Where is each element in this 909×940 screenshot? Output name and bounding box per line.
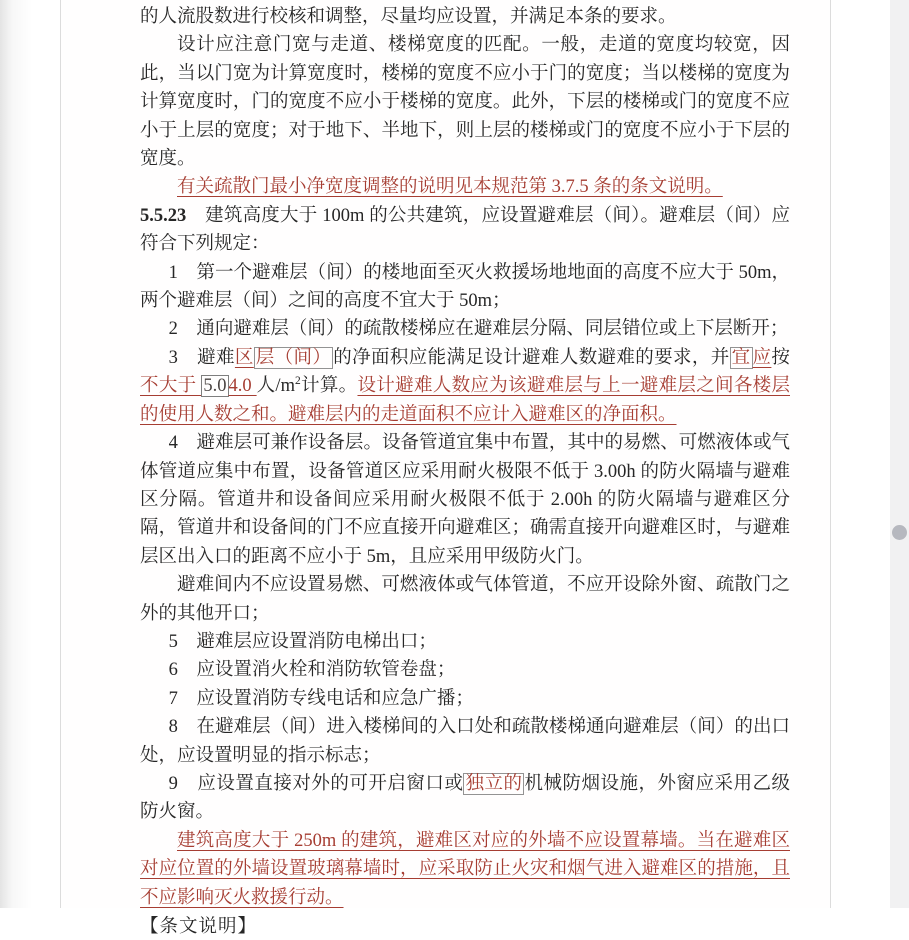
text-segment: 9 应设置直接对外的可开启窗口或 [168, 773, 464, 794]
superscript: 2 [294, 375, 301, 388]
paragraph-door-width-matching [140, 31, 790, 173]
text-segment: 避难间内不应设置易燃、可燃液体或气体管道，不应开设除外窗、疏散门之外的其他开口； [140, 575, 790, 624]
text-segment: 2 通向避难层（间）的疏散楼梯应在避难层分隔、同层错位或上下层断开； [168, 319, 789, 340]
text-segment: 机械防烟设施，外窗应采用乙级防火窗。 [140, 773, 790, 823]
item-8 [140, 713, 790, 770]
text-segment: 7 应设置消防专线电话和应急广播； [168, 688, 474, 709]
item-2 [140, 315, 790, 343]
document-body [140, 3, 790, 940]
commentary-heading [140, 912, 790, 940]
text-segment: 4 避难层可兼作设备层。设备管道宜集中布置，其中的易燃、可燃液体或气体管道应集中布置，设备管道区应采用耐火极限不低于 3.00h 的防火隔墙与避难区分隔。管道井和设备间应采用耐火极限不低于 2.00h 的防火隔墙与避难区分隔，管道井和设备间的门不应直接开向避难区；确需直接开向避难区时，与避难层区出入口的距离不应小于 5m，且应采用甲级防火门。 [140, 433, 790, 567]
item-6 [140, 656, 790, 684]
inserted-text: 不大于 [140, 376, 202, 397]
inserted-text: 4.0 [228, 376, 257, 397]
deleted-text-box: 宜 [731, 347, 751, 368]
item-4-continuation [140, 571, 790, 628]
text-segment: 6 应设置消火栓和消防软管卷盘； [168, 660, 456, 681]
scrollbar-thumb[interactable] [892, 525, 907, 540]
revision-note [140, 173, 790, 201]
text-segment: 建筑高度大于 100m 的公共建筑，应设置避难层（间）。避难层（间）应符合下列规定： [140, 205, 790, 255]
document-page [60, 0, 831, 936]
text-segment: 8 在避难层（间）进入楼梯间的入口处和疏散楼梯通向避难层（间）的出口处，应设置明显的指示标志； [140, 717, 790, 766]
inserted-text: 建筑高度大于 250m 的建筑，避难区对应的外墙不应设置幕墙。当在避难区对应位置的外墙设置玻璃幕墙时，应采取防止火灾和烟气进入避难区的措施，且不应影响灭火救援行动。 [140, 830, 790, 908]
item-4 [140, 429, 790, 571]
revision-paragraph-250m [140, 827, 790, 912]
text-segment: 设计应注意门宽与走道、楼梯宽度的匹配。一般，走道的宽度均较宽，因此，当以门宽为计算宽度时，楼梯的宽度不应小于门的宽度；当以楼梯的宽度为计算宽度时，门的宽度不应小于楼梯的宽度。此外，下层的楼梯或门的宽度不应小于上层的宽度；对于地下、半地下，则上层的楼梯或门的宽度不应小于下层的宽度。 [140, 35, 790, 170]
inserted-text: 有关疏散门最小净宽度调整的说明见本规范第 3.7.5 条的条文说明。 [177, 177, 723, 198]
text-segment: 计算。 [300, 376, 358, 397]
inserted-text: 设计避难人数应为该避难层与上一避难层之间各楼层的使用人数之和。避难层内的走道面积不应计入避难区的净面积。 [140, 376, 790, 425]
item-5 [140, 628, 790, 656]
scrollbar-track[interactable] [890, 0, 909, 908]
inserted-text: 应 [752, 347, 772, 368]
deleted-text-box: 5.0 [203, 376, 227, 397]
item-7 [140, 685, 790, 713]
inserted-text: 区 [234, 347, 254, 368]
text-segment: 人/m [256, 376, 295, 397]
clause-number: 5.5.23 [140, 205, 187, 226]
deleted-text-box: 独立的 [465, 773, 523, 794]
text-segment: 的人流股数进行校核和调整，尽量均应设置，并满足本条的要求。 [140, 7, 677, 27]
text-segment: 按 [771, 347, 790, 368]
text-segment: 5 避难层应设置消防电梯出口； [168, 631, 437, 652]
deleted-text-box: 层（间） [255, 347, 332, 368]
text-segment: 的净面积应能满足设计避难人数避难的要求，并 [333, 347, 730, 368]
continuation-paragraph [140, 3, 790, 31]
text-segment: 【条文说明】 [140, 915, 258, 936]
item-9 [140, 770, 790, 827]
clause-5-5-23 [140, 202, 790, 259]
left-page-shadow [0, 0, 60, 908]
item-1 [140, 259, 790, 316]
text-segment: 3 避难 [168, 347, 235, 368]
text-segment: 1 第一个避难层（间）的楼地面至灭火救援场地地面的高度不应大于 50m，两个避难层（间）之间的高度不宜大于 50m； [140, 262, 790, 312]
item-3 [140, 344, 790, 429]
